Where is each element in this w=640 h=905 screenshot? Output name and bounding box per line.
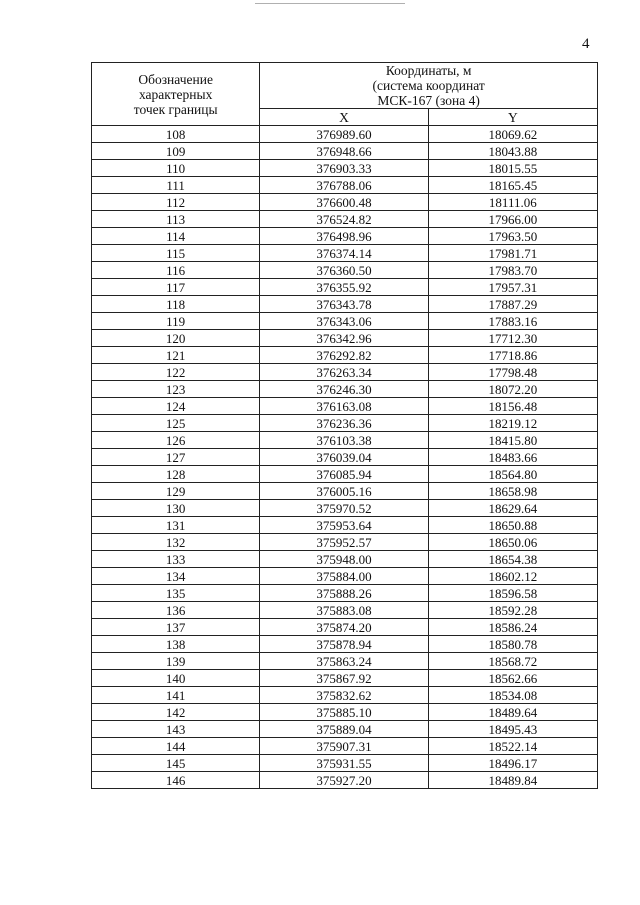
x-coordinate-cell: 376236.36 [260,415,428,432]
x-coordinate-cell: 376355.92 [260,279,428,296]
table-row [92,160,598,177]
header-point-designation [92,63,260,126]
x-coordinate-cell: 375888.26 [260,585,428,602]
table-row [92,432,598,449]
y-coordinate-cell: 18629.64 [428,500,597,517]
point-id-cell: 138 [92,636,260,653]
x-coordinate-cell: 375867.92 [260,670,428,687]
table-row [92,466,598,483]
point-id-cell: 128 [92,466,260,483]
y-coordinate-cell: 17798.48 [428,364,597,381]
x-coordinate-cell: 376343.78 [260,296,428,313]
point-id-cell: 122 [92,364,260,381]
table-row [92,568,598,585]
coordinates-table [91,62,598,789]
x-coordinate-cell: 376085.94 [260,466,428,483]
y-coordinate-cell: 18069.62 [428,126,597,143]
y-coordinate-cell: 18580.78 [428,636,597,653]
point-id-cell: 133 [92,551,260,568]
x-coordinate-cell: 375970.52 [260,500,428,517]
table-row [92,126,598,143]
table-row [92,364,598,381]
point-id-cell: 140 [92,670,260,687]
x-coordinate-cell: 376524.82 [260,211,428,228]
x-coordinate-cell: 376292.82 [260,347,428,364]
point-id-cell: 117 [92,279,260,296]
table-row [92,211,598,228]
table-row [92,704,598,721]
y-coordinate-cell: 18165.45 [428,177,597,194]
point-id-cell: 119 [92,313,260,330]
point-id-cell: 141 [92,687,260,704]
point-id-cell: 137 [92,619,260,636]
y-coordinate-cell: 18489.84 [428,772,597,789]
header-y: Y [428,109,597,126]
table-header-row [92,63,598,109]
table-row [92,194,598,211]
table-row [92,296,598,313]
y-coordinate-cell: 17983.70 [428,262,597,279]
table-row [92,534,598,551]
point-id-cell: 123 [92,381,260,398]
point-id-cell: 144 [92,738,260,755]
table-row [92,330,598,347]
point-id-cell: 134 [92,568,260,585]
x-coordinate-cell: 376246.30 [260,381,428,398]
table-row [92,653,598,670]
header-point-label: Обозначение характерных точек границы [133,71,218,117]
point-id-cell: 146 [92,772,260,789]
y-coordinate-cell: 18495.43 [428,721,597,738]
table-row [92,313,598,330]
y-coordinate-cell: 18483.66 [428,449,597,466]
y-coordinate-cell: 17712.30 [428,330,597,347]
x-coordinate-cell: 376005.16 [260,483,428,500]
y-coordinate-cell: 18592.28 [428,602,597,619]
y-coordinate-cell: 18586.24 [428,619,597,636]
x-coordinate-cell: 375883.08 [260,602,428,619]
x-coordinate-cell: 375952.57 [260,534,428,551]
point-id-cell: 113 [92,211,260,228]
x-coordinate-cell: 375878.94 [260,636,428,653]
table-row [92,619,598,636]
table-row [92,347,598,364]
x-coordinate-cell: 376989.60 [260,126,428,143]
x-coordinate-cell: 375889.04 [260,721,428,738]
y-coordinate-cell: 18496.17 [428,755,597,772]
point-id-cell: 108 [92,126,260,143]
header-x: X [260,109,428,126]
point-id-cell: 121 [92,347,260,364]
point-id-cell: 112 [92,194,260,211]
x-coordinate-cell: 376342.96 [260,330,428,347]
point-id-cell: 145 [92,755,260,772]
table-row [92,415,598,432]
x-coordinate-cell: 376788.06 [260,177,428,194]
y-coordinate-cell: 18156.48 [428,398,597,415]
header-coordinates [260,63,598,109]
x-coordinate-cell: 376948.66 [260,143,428,160]
table-row [92,245,598,262]
y-coordinate-cell: 17718.86 [428,347,597,364]
y-coordinate-cell: 18015.55 [428,160,597,177]
x-coordinate-cell: 375874.20 [260,619,428,636]
point-id-cell: 111 [92,177,260,194]
point-id-cell: 118 [92,296,260,313]
table-body [92,126,598,789]
table-row [92,177,598,194]
point-id-cell: 143 [92,721,260,738]
table-row [92,398,598,415]
table-row [92,670,598,687]
x-coordinate-cell: 376263.34 [260,364,428,381]
y-coordinate-cell: 18489.64 [428,704,597,721]
table-row [92,381,598,398]
y-coordinate-cell: 18111.06 [428,194,597,211]
point-id-cell: 136 [92,602,260,619]
x-coordinate-cell: 376163.08 [260,398,428,415]
y-coordinate-cell: 18564.80 [428,466,597,483]
table-row [92,636,598,653]
table-row [92,228,598,245]
x-coordinate-cell: 375907.31 [260,738,428,755]
header-coordinates-label: Координаты, м (система координат МСК-167 (зона 4) [372,63,485,108]
table-row [92,755,598,772]
table-row [92,585,598,602]
point-id-cell: 126 [92,432,260,449]
table-row [92,517,598,534]
table-row [92,500,598,517]
table-row [92,449,598,466]
x-coordinate-cell: 375927.20 [260,772,428,789]
y-coordinate-cell: 18596.58 [428,585,597,602]
x-coordinate-cell: 375948.00 [260,551,428,568]
point-id-cell: 127 [92,449,260,466]
point-id-cell: 129 [92,483,260,500]
x-coordinate-cell: 375884.00 [260,568,428,585]
x-coordinate-cell: 375931.55 [260,755,428,772]
point-id-cell: 132 [92,534,260,551]
table-row [92,772,598,789]
table-row [92,143,598,160]
y-coordinate-cell: 18522.14 [428,738,597,755]
point-id-cell: 139 [92,653,260,670]
y-coordinate-cell: 18650.06 [428,534,597,551]
point-id-cell: 114 [92,228,260,245]
x-coordinate-cell: 376039.04 [260,449,428,466]
table-row [92,721,598,738]
y-coordinate-cell: 18562.66 [428,670,597,687]
y-coordinate-cell: 18658.98 [428,483,597,500]
y-coordinate-cell: 17966.00 [428,211,597,228]
x-coordinate-cell: 376103.38 [260,432,428,449]
y-coordinate-cell: 18415.80 [428,432,597,449]
table-row [92,262,598,279]
point-id-cell: 110 [92,160,260,177]
table-row [92,687,598,704]
y-coordinate-cell: 18654.38 [428,551,597,568]
y-coordinate-cell: 18043.88 [428,143,597,160]
table-row [92,738,598,755]
x-coordinate-cell: 376360.50 [260,262,428,279]
y-coordinate-cell: 18650.88 [428,517,597,534]
point-id-cell: 135 [92,585,260,602]
point-id-cell: 125 [92,415,260,432]
x-coordinate-cell: 376374.14 [260,245,428,262]
x-coordinate-cell: 375953.64 [260,517,428,534]
point-id-cell: 130 [92,500,260,517]
x-coordinate-cell: 376343.06 [260,313,428,330]
point-id-cell: 116 [92,262,260,279]
y-coordinate-cell: 18602.12 [428,568,597,585]
point-id-cell: 120 [92,330,260,347]
y-coordinate-cell: 18568.72 [428,653,597,670]
x-coordinate-cell: 375885.10 [260,704,428,721]
y-coordinate-cell: 17963.50 [428,228,597,245]
y-coordinate-cell: 17957.31 [428,279,597,296]
x-coordinate-cell: 376600.48 [260,194,428,211]
y-coordinate-cell: 18072.20 [428,381,597,398]
point-id-cell: 124 [92,398,260,415]
table-row [92,483,598,500]
table-row [92,279,598,296]
point-id-cell: 109 [92,143,260,160]
point-id-cell: 115 [92,245,260,262]
y-coordinate-cell: 17883.16 [428,313,597,330]
y-coordinate-cell: 18219.12 [428,415,597,432]
x-coordinate-cell: 375863.24 [260,653,428,670]
y-coordinate-cell: 17981.71 [428,245,597,262]
top-scan-line [255,3,405,4]
page-number: 4 [582,36,590,52]
x-coordinate-cell: 376498.96 [260,228,428,245]
x-coordinate-cell: 375832.62 [260,687,428,704]
table-row [92,551,598,568]
y-coordinate-cell: 17887.29 [428,296,597,313]
point-id-cell: 142 [92,704,260,721]
x-coordinate-cell: 376903.33 [260,160,428,177]
y-coordinate-cell: 18534.08 [428,687,597,704]
point-id-cell: 131 [92,517,260,534]
table-row [92,602,598,619]
